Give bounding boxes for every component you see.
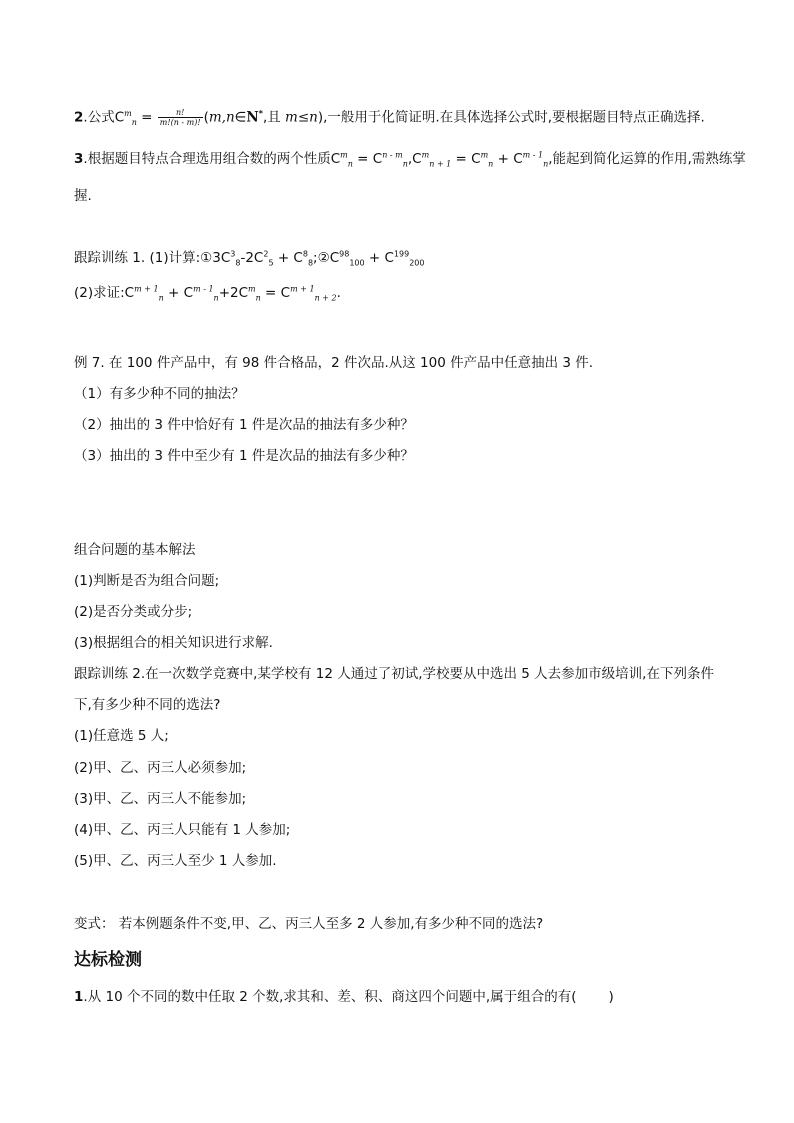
example-7-question-3: （3）抽出的 3 件中至少有 1 件是次品的抽法有多少种？ xyxy=(74,448,414,464)
track-1-prove: (2)求证$:C^{m + 1}_n + C^{m - 1}_n+2C^m_n = C^{m + 1}_{n + 2}$. xyxy=(74,284,341,303)
item-2-number: 2 xyxy=(74,109,84,126)
variant-question: 变式： 若本例题条件不变,甲、乙、丙三人至多 2 人参加,有多少种不同的选法? xyxy=(74,916,544,932)
track-1-compute: 跟踪训练 1. (1)计算$:①3C^3_8-2C^2_5$ + $C^8_8;②C^{98}_{100} + C^{199}_{200}$ xyxy=(74,249,425,268)
formula-fraction: $\frac{n!}{m!(n - m)!}$ xyxy=(159,108,201,127)
example-7-question-1: （1）有多少种不同的抽法？ xyxy=(74,386,245,402)
track-2-condition-4: (4)甲、乙、丙三人只能有 1 人参加; xyxy=(74,822,291,838)
check-question-1: 1.从 10 个不同的数中任取 2 个数,求其和、差、积、商这四个问题中,属于组合的有( ) xyxy=(74,989,614,1005)
method-title: 组合问题的基本解法 xyxy=(74,542,196,558)
track-2-line-2: 下,有多少种不同的选法? xyxy=(74,697,221,713)
section-title: 达标检测 xyxy=(74,950,142,970)
method-step-1: (1)判断是否为组合问题; xyxy=(74,573,220,589)
track-2-condition-3: (3)甲、乙、丙三人不能参加; xyxy=(74,791,247,807)
item-3-properties: 3.根据题目特点合理选用组合数的两个性质$C^m_n = C^{n - m}_n,C^m_{n + 1} = C^m_n + C^{m - 1}_n$,能起到简化运算的作用,需熟练掌 xyxy=(74,150,746,169)
example-7-question-2: （2）抽出的 3 件中恰好有 1 件是次品的抽法有多少种？ xyxy=(74,417,414,433)
method-step-3: (3)根据组合的相关知识进行求解. xyxy=(74,635,273,651)
check-1-number: 1 xyxy=(74,989,84,1005)
track-2-line-1: 跟踪训练 2.在一次数学竞赛中,某学校有 12 人通过了初试,学校要从中选出 5 人去参加市级培训,在下列条件 xyxy=(74,666,714,682)
track-2-condition-5: (5)甲、乙、丙三人至少 1 人参加. xyxy=(74,853,277,869)
example-7-intro: 例 7. 在 100 件产品中，有 98 件合格品，2 件次品.从这 100 件产品中任意抽出 3 件. xyxy=(74,355,594,371)
item-2-formula: 2.公式$C^m_n$ = $\frac{n!}{m!(n - m)!}$ (m,n∈N*,且 m≤n),一般用于化简证明.在具体选择公式时,要根据题目特点正确选择. xyxy=(74,108,705,128)
track-2-condition-2: (2)甲、乙、丙三人必须参加; xyxy=(74,760,247,776)
track-2-condition-1: (1)任意选 5 人; xyxy=(74,728,169,744)
item-3-number: 3 xyxy=(74,151,84,167)
item-3-continuation: 握. xyxy=(74,188,92,204)
method-step-2: (2)是否分类或分步; xyxy=(74,604,193,620)
